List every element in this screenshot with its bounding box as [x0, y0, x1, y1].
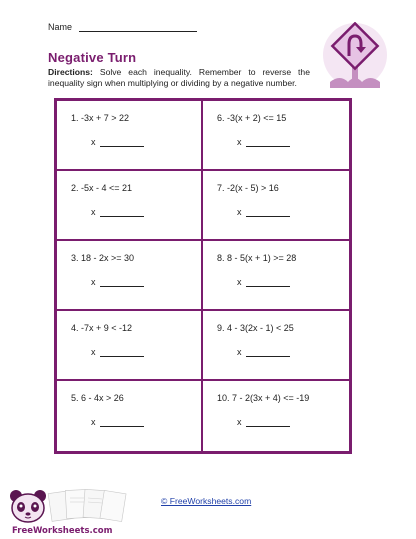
answer-label: x	[237, 137, 242, 147]
name-label: Name	[48, 22, 73, 32]
problem-cell	[57, 381, 203, 451]
answer-row	[237, 137, 290, 147]
problem-cell	[57, 311, 203, 381]
problem-text: 3. 18 - 2x >= 30	[71, 253, 135, 263]
answer-row	[237, 347, 290, 357]
answer-label: x	[91, 277, 96, 287]
answer-row	[91, 347, 144, 357]
answer-label: x	[91, 207, 96, 217]
answer-row	[91, 417, 144, 427]
answer-blank[interactable]	[246, 138, 290, 147]
answer-blank[interactable]	[246, 208, 290, 217]
answer-blank[interactable]	[246, 278, 290, 287]
worksheet-title: Negative Turn	[48, 50, 137, 65]
answer-label: x	[237, 347, 242, 357]
problem-text: 5. 6 - 4x > 26	[71, 393, 124, 403]
problem-text: 10. 7 - 2(3x + 4) <= -19	[217, 393, 310, 403]
problem-text: 4. -7x + 9 < -12	[71, 323, 133, 333]
logo-label: FreeWorksheets.com	[12, 526, 113, 536]
name-row	[48, 22, 197, 32]
name-field-line[interactable]	[79, 22, 197, 32]
answer-label: x	[91, 417, 96, 427]
problem-text: 2. -5x - 4 <= 21	[71, 183, 133, 193]
directions-text: Solve each inequality. Remember to reverse the inequality sign when multiplying or dividing by a negative number.	[48, 67, 310, 88]
problem-cell	[57, 241, 203, 311]
answer-row	[91, 137, 144, 147]
answer-row	[237, 207, 290, 217]
problem-text: 9. 4 - 3(2x - 1) < 25	[217, 323, 294, 333]
answer-label: x	[91, 137, 96, 147]
answer-row	[237, 277, 290, 287]
answer-row	[91, 277, 144, 287]
problem-text: 8. 8 - 5(x + 1) >= 28	[217, 253, 297, 263]
logo-text	[12, 526, 112, 536]
u-turn-road-sign-icon	[322, 22, 388, 88]
problem-cell	[203, 311, 349, 381]
problem-grid	[54, 98, 352, 454]
answer-row	[91, 207, 144, 217]
answer-blank[interactable]	[100, 348, 144, 357]
answer-blank[interactable]	[246, 348, 290, 357]
problem-cell	[57, 101, 203, 171]
problem-text: 7. -2(x - 5) > 16	[217, 183, 279, 193]
answer-blank[interactable]	[100, 208, 144, 217]
problem-cell	[57, 171, 203, 241]
copyright-link[interactable]: © FreeWorksheets.com	[161, 496, 252, 506]
problem-cell	[203, 241, 349, 311]
answer-blank[interactable]	[246, 418, 290, 427]
problem-text: 1. -3x + 7 > 22	[71, 113, 130, 123]
answer-blank[interactable]	[100, 418, 144, 427]
problem-cell	[203, 171, 349, 241]
answer-row	[237, 417, 290, 427]
answer-label: x	[237, 277, 242, 287]
answer-blank[interactable]	[100, 278, 144, 287]
directions-label: Directions:	[48, 67, 93, 77]
directions	[48, 67, 310, 89]
problem-text: 6. -3(x + 2) <= 15	[217, 113, 287, 123]
problem-cell	[203, 101, 349, 171]
answer-blank[interactable]	[100, 138, 144, 147]
answer-label: x	[91, 347, 96, 357]
problem-cell	[203, 381, 349, 451]
answer-label: x	[237, 207, 242, 217]
answer-label: x	[237, 417, 242, 427]
